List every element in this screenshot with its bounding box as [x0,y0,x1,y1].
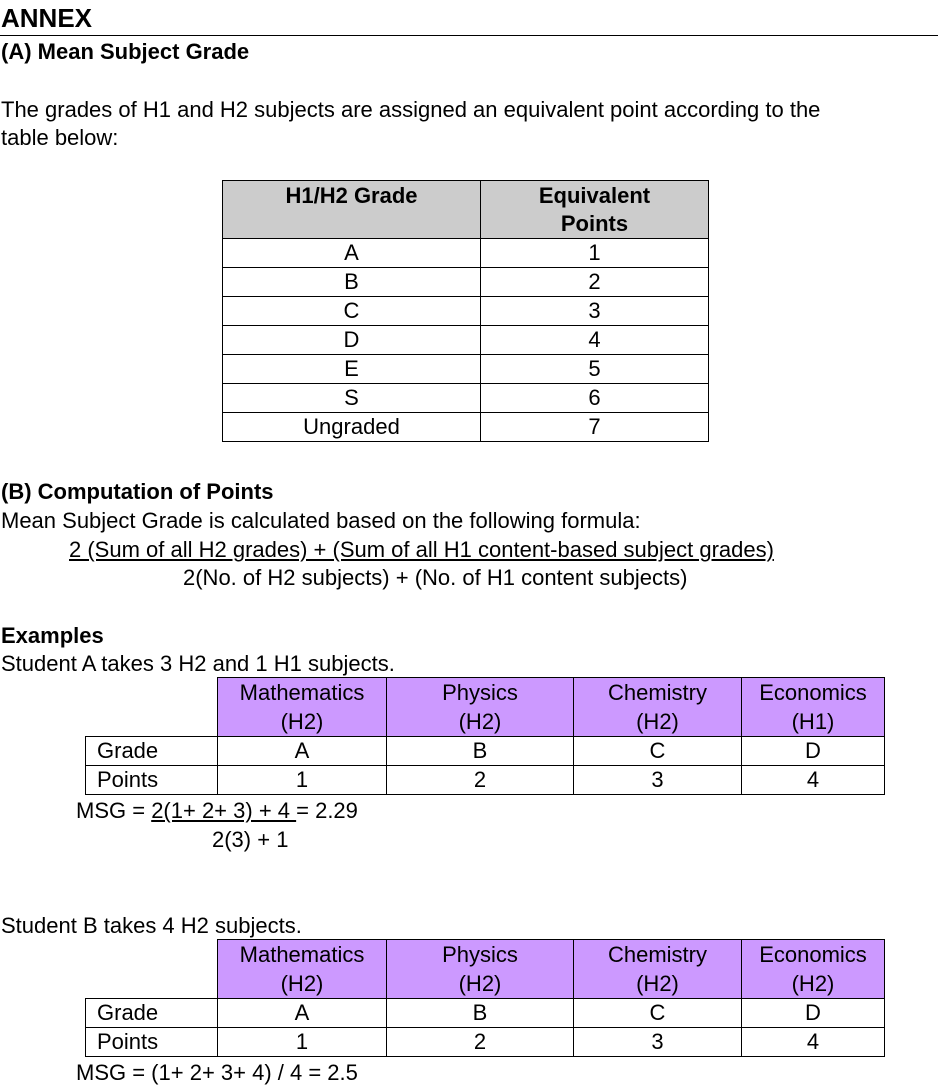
grade-column-header: H1/H2 Grade [223,181,481,239]
subject-header: Mathematics (H2) [218,940,387,999]
section-b-intro: Mean Subject Grade is calculated based on the following formula: [1,508,641,533]
grade-cell: Ungraded [223,413,481,442]
points-cell: 4 [481,326,709,355]
grade-cell: A [223,239,481,268]
section-a-heading: (A) Mean Subject Grade [1,39,250,64]
table-row [86,737,885,766]
subject-header: Chemistry (H2) [574,678,742,737]
student-a-table [85,677,885,795]
student-b-msg: MSG = (1+ 2+ 3+ 4) / 4 = 2.5 [76,1060,358,1085]
table-row [223,384,709,413]
grade-row-label: Grade [86,999,218,1028]
table-row [223,413,709,442]
grade-cell: E [223,355,481,384]
points-cell: 6 [481,384,709,413]
student-b-table [85,939,885,1057]
blank-corner [86,678,218,737]
student-a-msg-denominator: 2(3) + 1 [212,827,289,852]
subject-header: Physics (H2) [387,678,574,737]
msg-numerator: 2(1+ 2+ 3) + 4 [151,798,297,823]
grade-cell: D [742,737,885,766]
points-header-line2: Points [560,211,629,236]
section-a-intro-line2: table below: [1,125,119,150]
points-cell: 5 [481,355,709,384]
points-cell: 7 [481,413,709,442]
points-cell: 3 [574,766,742,795]
blank-corner [86,940,218,999]
subject-header-row [86,678,885,737]
points-row-label: Points [86,1028,218,1057]
annex-title: ANNEX [1,3,93,33]
points-cell: 1 [481,239,709,268]
subject-header-row [86,940,885,999]
points-cell: 2 [387,766,574,795]
table-row [223,239,709,268]
grade-cell: S [223,384,481,413]
points-cell: 1 [218,766,387,795]
grade-cell: A [218,737,387,766]
grade-cell: C [574,737,742,766]
formula-denominator: 2(No. of H2 subjects) + (No. of H1 content subjects) [183,565,688,590]
grade-cell: D [742,999,885,1028]
grade-cell: B [223,268,481,297]
formula-numerator: 2 (Sum of all H2 grades) + (Sum of all H1 content-based subject grades) [69,537,774,562]
table-row [86,766,885,795]
table-row [86,1028,885,1057]
table-row [223,297,709,326]
points-row-label: Points [86,766,218,795]
points-header-line1: Equivalent [538,183,651,208]
examples-heading: Examples [1,623,104,648]
grade-cell: C [223,297,481,326]
points-column-header [481,181,709,239]
grade-cell: A [218,999,387,1028]
grade-row-label: Grade [86,737,218,766]
student-a-intro: Student A takes 3 H2 and 1 H1 subjects. [1,651,395,676]
grade-cell: C [574,999,742,1028]
points-cell: 2 [387,1028,574,1057]
grade-points-table [222,180,709,442]
title-divider [0,35,938,36]
subject-header: Economics (H1) [742,678,885,737]
points-cell: 4 [742,766,885,795]
table-row [223,268,709,297]
subject-header: Chemistry (H2) [574,940,742,999]
points-cell: 4 [742,1028,885,1057]
section-b-heading: (B) Computation of Points [1,479,274,504]
grade-cell: D [223,326,481,355]
table-row [223,355,709,384]
msg-result: = 2.29 [296,798,358,823]
subject-header: Physics (H2) [387,940,574,999]
subject-header: Mathematics (H2) [218,678,387,737]
points-cell: 3 [574,1028,742,1057]
points-cell: 1 [218,1028,387,1057]
points-cell: 2 [481,268,709,297]
msg-prefix: MSG = [76,798,152,823]
subject-header: Economics (H2) [742,940,885,999]
student-a-msg [76,798,358,824]
section-a-intro-line1: The grades of H1 and H2 subjects are assigned an equivalent point according to the [1,97,821,122]
table-row [86,999,885,1028]
grade-cell: B [387,737,574,766]
table-header-row [223,181,709,239]
table-row [223,326,709,355]
grade-cell: B [387,999,574,1028]
points-cell: 3 [481,297,709,326]
student-b-intro: Student B takes 4 H2 subjects. [1,913,302,938]
